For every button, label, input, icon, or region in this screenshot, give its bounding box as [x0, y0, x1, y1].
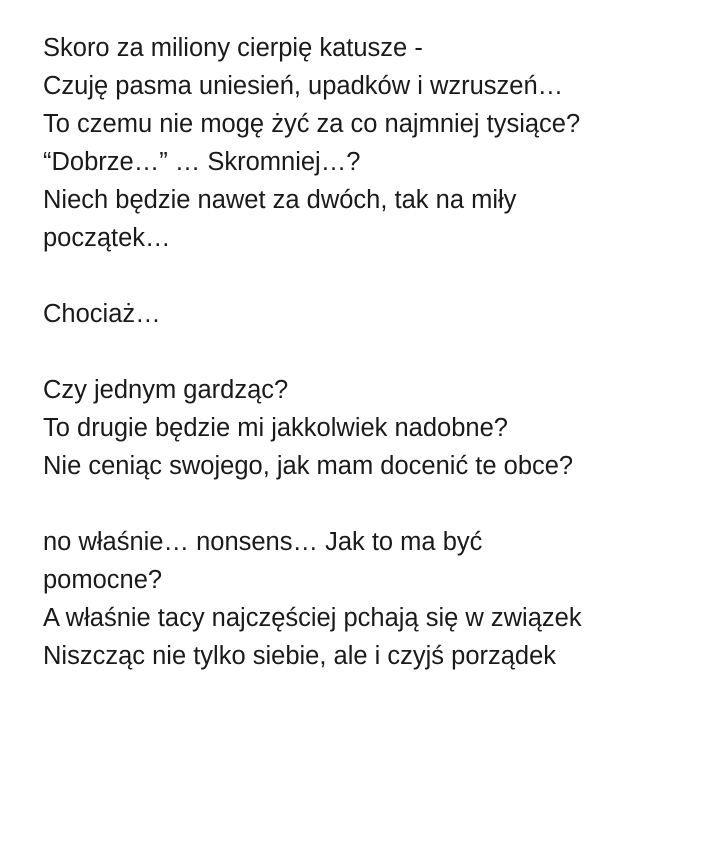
poem-line: Skoro za miliony cierpię katusze -: [43, 34, 423, 62]
poem-line: To drugie będzie mi jakkolwiek nadobne?: [43, 414, 508, 442]
poem-line: no właśnie… nonsens… Jak to ma być: [43, 528, 483, 556]
poem-line: Czy jednym gardząc?: [43, 376, 289, 404]
poem-line: Chociaż…: [43, 300, 161, 328]
poem-line: “Dobrze…” … Skromniej…?: [43, 148, 361, 176]
poem-line: pomocne?: [43, 566, 163, 594]
stanza-break: [43, 485, 693, 523]
poem-line: Nie ceniąc swojego, jak mam docenić te obce?: [43, 452, 574, 480]
poem-line: początek…: [43, 224, 171, 252]
stanza-break: [43, 257, 693, 295]
poem-line: Czuję pasma uniesień, upadków i wzruszeń…: [43, 72, 564, 100]
poem-line: Niech będzie nawet za dwóch, tak na miły: [43, 186, 517, 214]
poem-line: Niszcząc nie tylko siebie, ale i czyjś porządek: [43, 642, 557, 670]
poem-line: A właśnie tacy najczęściej pchają się w związek: [43, 604, 582, 632]
poem-text: [43, 29, 693, 675]
poem-line: To czemu nie mogę żyć za co najmniej tysiące?: [43, 110, 581, 138]
stanza-break: [43, 333, 693, 371]
